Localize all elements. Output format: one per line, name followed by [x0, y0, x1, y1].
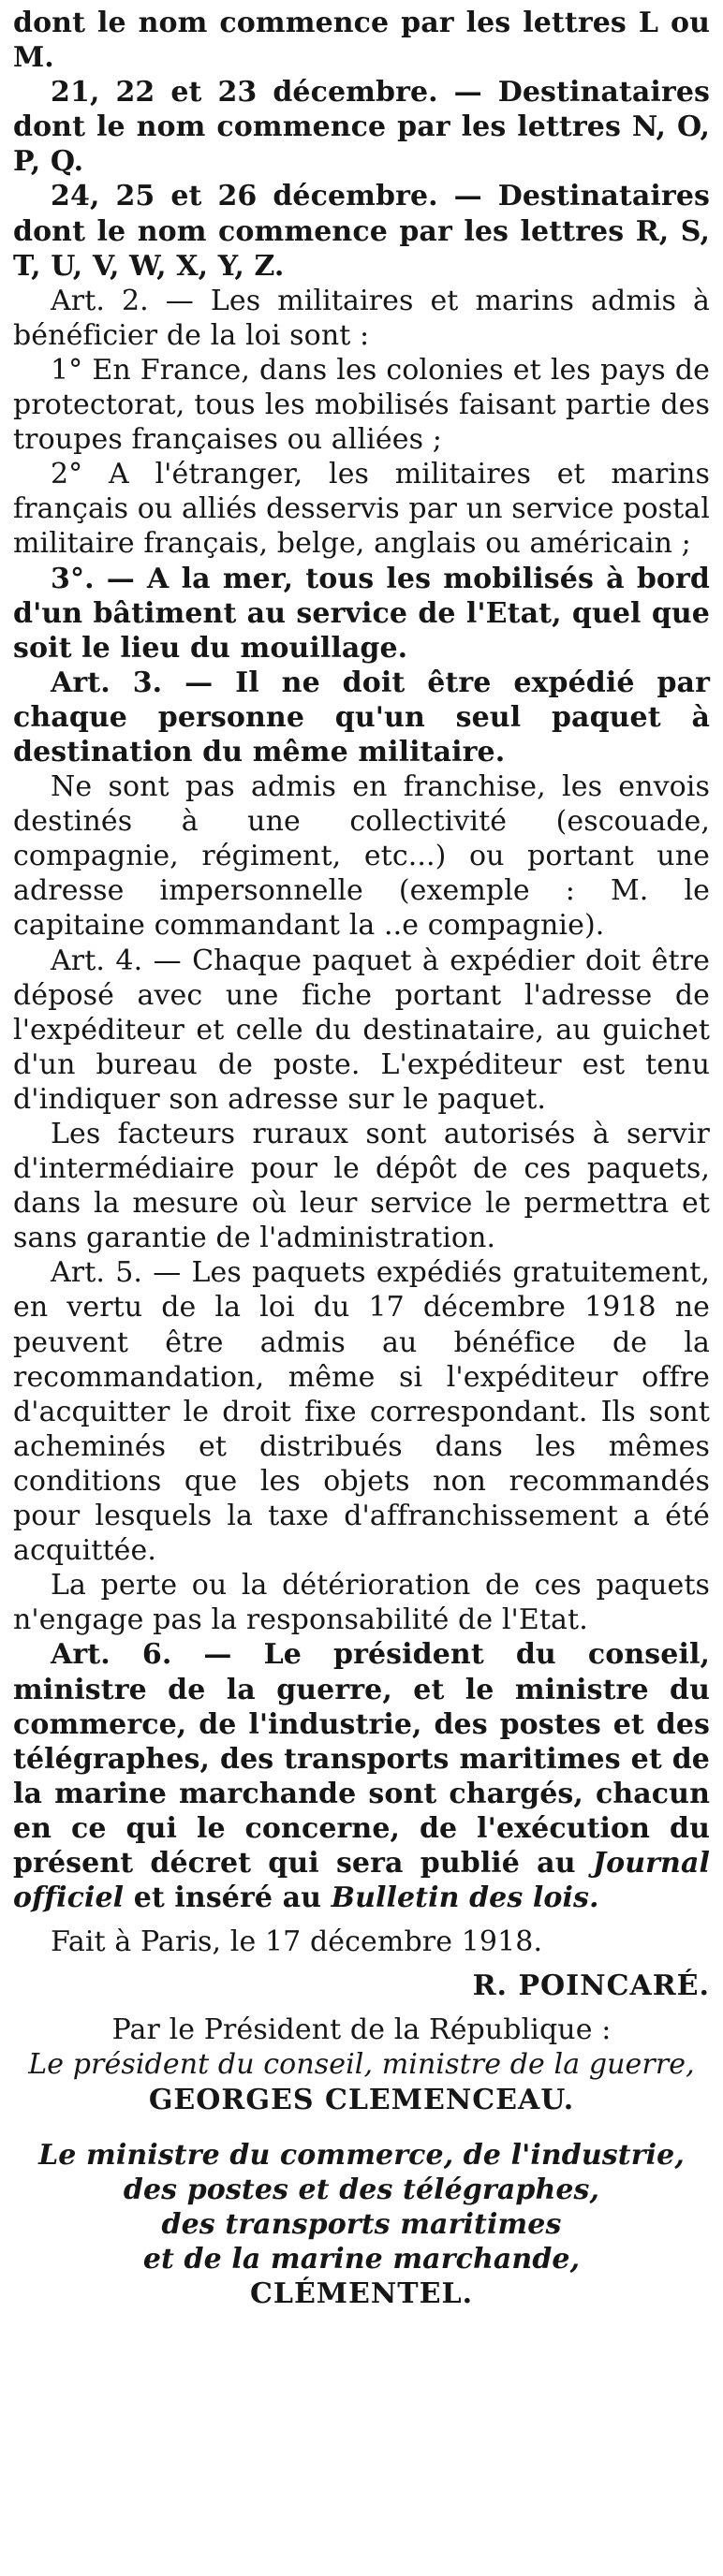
spacer — [13, 2117, 710, 2138]
article-2-item-3: 3°. — A la mer, tous les mobilisés à bord d'un bâtiment au service de l'Etat, quel que soit le lieu du mouillage. — [13, 562, 710, 665]
spacer — [13, 1959, 710, 1969]
article-6-text-a: Art. 6. — Le président du conseil, ministre de la guerre, et le ministre du commerce, de l'industrie, des postes et des télégraphes, des transports maritimes et de la marine marchande sont chargés, chacun en ce qui le concerne, de l'exécution du présent décret qui sera publié au — [13, 1638, 710, 1880]
article-2-intro: Art. 2. — Les militaires et marins admis à bénéficier de la loi sont : — [13, 284, 710, 352]
article-5-paragraph-1: Art. 5. — Les paquets expédiés gratuitement, en vertu de la loi du 17 décembre 1918 ne peuvent être admis au bénéfice de la recommandation, même si l'expéditeur offre d'acquitter le droit fixe correspondant. Ils sont acheminés et distribués dans les mêmes conditions que les objets non recommandés pour lesquels la taxe d'affranchissement a été acquittée. — [13, 1256, 710, 1568]
decree-text-column — [13, 6, 710, 2311]
spacer — [13, 2003, 710, 2012]
article-3-paragraph-1: Art. 3. — Il ne doit être expédié par chaque personne qu'un seul paquet à destination du même militaire. — [13, 666, 710, 768]
president-title: Le président du conseil, ministre de la guerre, — [28, 2048, 695, 2082]
fait-a-paris: Fait à Paris, le 17 décembre 1918. — [51, 1925, 543, 1959]
ministre-line-1: Le ministre du commerce, de l'industrie, — [38, 2138, 685, 2172]
article-4-paragraph-2: Les facteurs ruraux sont autorisés à servir d'intermédiaire pour le dépôt de ces paquets, dans la mesure où leur service le permettra et sans garantie de l'administration. — [13, 1118, 710, 1255]
ministre-line-2: des postes et des télégraphes, — [123, 2173, 600, 2206]
bulletin-des-lois-title: Bulletin des lois. — [331, 1881, 599, 1915]
signature-poincare: R. POINCARÉ. — [472, 1969, 710, 2003]
article-6-text-b: et inséré au — [124, 1881, 332, 1915]
date-block-1-end: dont le nom commence par les lettres L ou M. — [13, 7, 710, 75]
signature-clemenceau: GEORGES CLEMENCEAU. — [148, 2083, 575, 2116]
date-block-2: 21, 22 et 23 décembre. — Destinataires dont le nom commence par les lettres N, O, P, Q. — [13, 76, 710, 179]
spacer — [13, 1915, 710, 1925]
article-6 — [13, 1637, 710, 1915]
article-2-item-1: 1° En France, dans les colonies et les pays de protectorat, tous les mobilisés faisant partie des troupes françaises ou alliées ; — [13, 353, 710, 457]
signature-clementel: CLÉMENTEL. — [249, 2277, 474, 2310]
date-block-3: 24, 25 et 26 décembre. — Destinataires dont le nom commence par les lettres R, S, T, U, V, W, X, Y, Z. — [13, 180, 710, 283]
article-2-item-2: 2° A l'étranger, les militaires et marins français ou alliés desservis par un service postal militaire français, belge, anglais ou américain ; — [13, 458, 710, 561]
article-4-paragraph-1: Art. 4. — Chaque paquet à expédier doit être déposé avec une fiche portant l'adresse de l'expéditeur et celle du destinataire, au guichet d'un bureau de poste. L'expéditeur est tenu d'indiquer son adresse sur le paquet. — [13, 944, 710, 1116]
article-5-paragraph-2: La perte ou la détérioration de ces paquets n'engage pas la responsabilité de l'Etat. — [13, 1569, 710, 1637]
ministre-line-4: et de la marine marchande, — [142, 2242, 581, 2276]
article-3-paragraph-2: Ne sont pas admis en franchise, les envois destinés à une collectivité (escouade, compagnie, régiment, etc...) ou portant une adresse impersonnelle (exemple : M. le capitaine commandant la ..e compagnie). — [13, 770, 710, 943]
ministre-line-3: des transports maritimes — [161, 2207, 562, 2241]
journal-officiel-title: Journal officiel — [13, 1846, 710, 1915]
par-le-president: Par le Président de la République : — [111, 2013, 612, 2047]
